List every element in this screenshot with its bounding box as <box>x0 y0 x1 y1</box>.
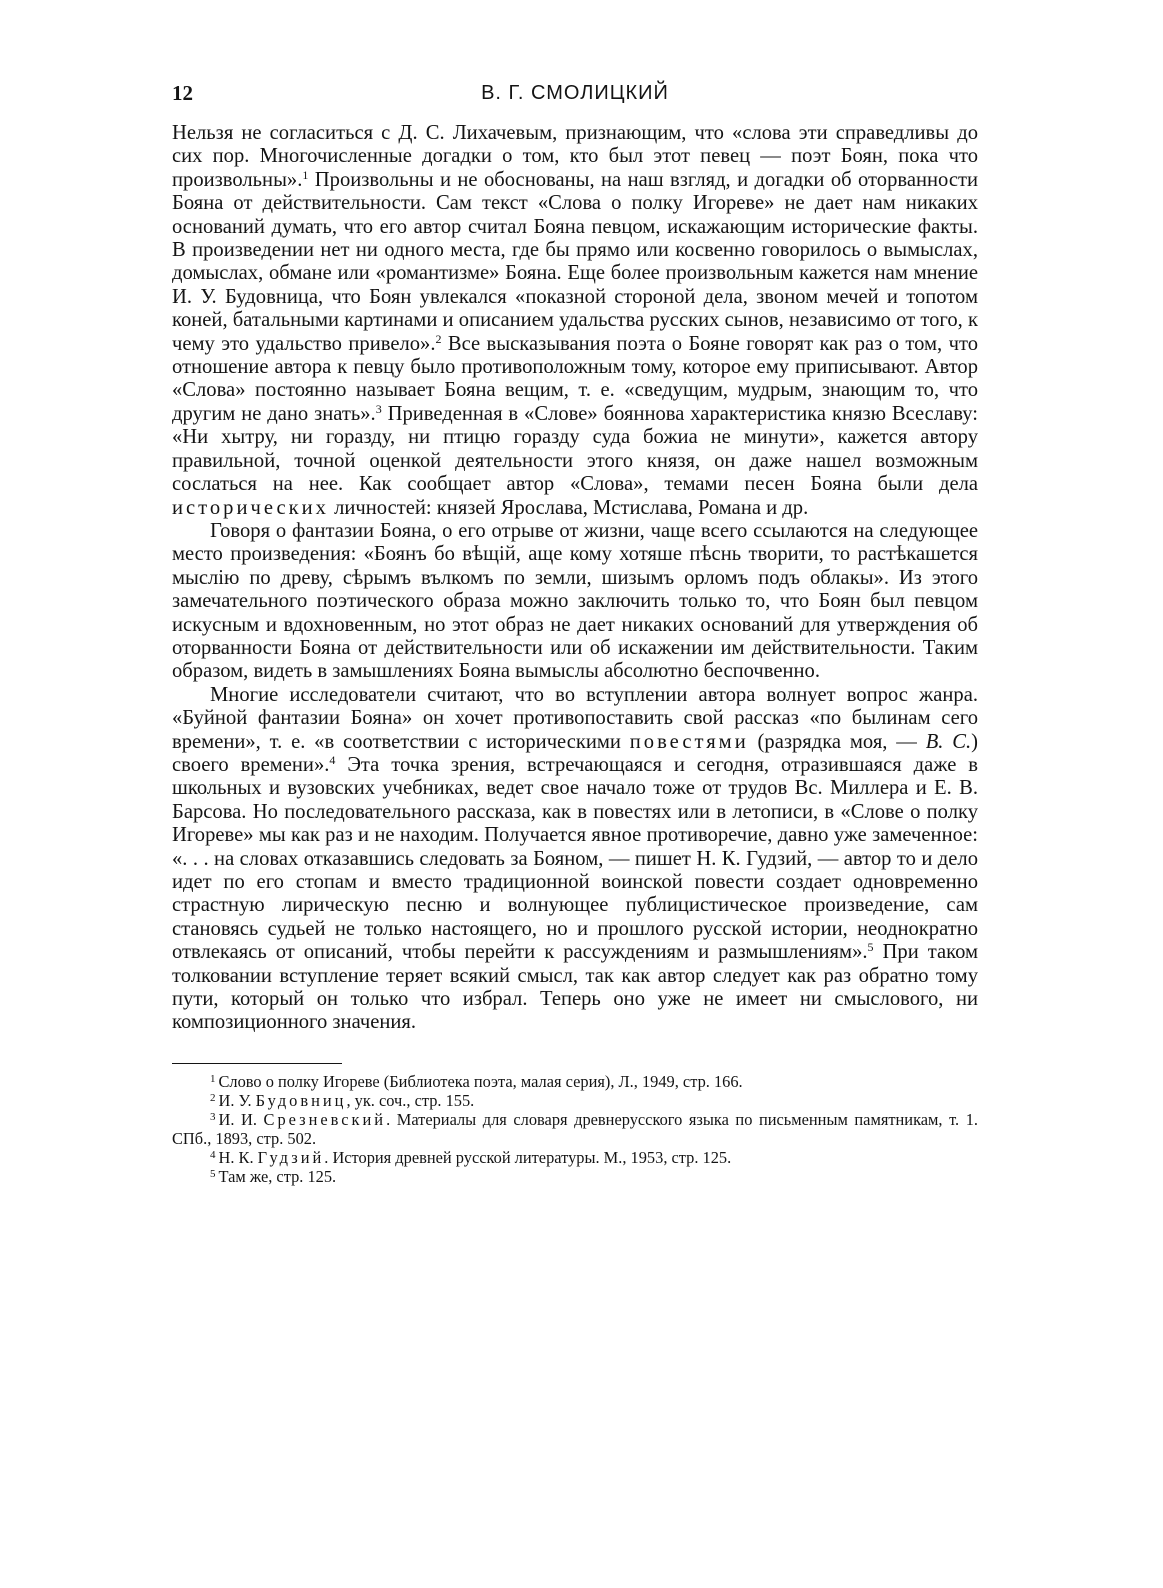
text-run: При таком толковании вступление теряет всякий смысл, так как автор следует как раз обратно тому пути, который он только что избрал. Теперь оно уже не имеет ни смыслового, ни композиционного значения. <box>172 941 978 1034</box>
text-run: . Материалы для словаря древнерусского языка по письменным памятникам, т. 1. СПб., 1893, стр. 502. <box>172 1109 978 1148</box>
text-run: Нельзя не согласиться с Д. С. Лихачевым, признающим, что «слова эти справедливы до сих пор. Многочисленные догадки о том, кто был этот певец — поэт Боян, пока что произвольны». <box>172 122 978 191</box>
footnote-1 <box>172 1072 978 1091</box>
footnote-ref: 5 <box>867 940 874 955</box>
spaced-emphasis: Будовниц <box>255 1090 347 1110</box>
page-header <box>172 78 978 112</box>
text-run: Все высказывания поэта о Бояне говорят как раз о том, что отношение автора к певцу было противоположным тому, которое ему приписывают. Автор «Слова» постоянно называет Бояна вещим, т. е. «сведущим, мудрым, знающим то, что другим не дано знать». <box>172 332 978 425</box>
spaced-emphasis: Гудзий <box>257 1147 325 1167</box>
footnote-number: 1 <box>210 1072 216 1085</box>
footnote-divider <box>172 1063 342 1064</box>
paragraph-1 <box>172 122 978 520</box>
footnote-number: 2 <box>210 1091 216 1104</box>
footnote-ref: 4 <box>329 752 336 767</box>
text-run: Там же, стр. 125. <box>218 1166 337 1186</box>
spaced-emphasis: повестями <box>629 730 749 753</box>
running-head: В. Г. СМОЛИЦКИЙ <box>481 82 669 104</box>
footnote-number: 4 <box>210 1148 216 1161</box>
text-run: И. У. <box>218 1090 256 1110</box>
spaced-emphasis: Срезневский <box>263 1109 387 1129</box>
text-run: Слово о полку Игореве (Библиотека поэта, малая серия), Л., 1949, стр. 166. <box>218 1071 743 1091</box>
footnote-number: 5 <box>210 1167 216 1180</box>
text-run: Эта точка зрения, встречающаяся и сегодня, отразившаяся даже в школьных и вузовских учебниках, ведет свое начало тоже от трудов Вс. Миллера и Е. В. Барсова. Но последовательного рассказа, как в повестях или в летописи, в «Слове о полку Игореве» мы как раз и не находим. Получается явное противоречие, давно уже замеченное: «. . . на словах отказавшись следовать за Бояном, — пишет Н. К. Гудзий, — автор то и дело идет по его стопам и вместо традиционной воинской повести создает одновременно страстную лирическую песню и волнующее публицистическое произведение, сам становясь судьей не только настоящего, но и прошлого русской истории, неоднократно отвлекаясь от описаний, чтобы перейти к рассуждениям и размышлениям». <box>172 753 978 964</box>
footnote-ref: 3 <box>375 401 382 416</box>
text-run: , ук. соч., стр. 155. <box>346 1090 475 1110</box>
text-run: И. И. <box>218 1109 264 1129</box>
text-run: Многие исследователи считают, что во вступлении автора волнует вопрос жанра. «Буйной фантазии Бояна» он хочет противопоставить свой рассказ «по былинам сего времени», т. е. «в соответствии с историческими <box>172 683 978 753</box>
spaced-emphasis: исторических <box>172 496 329 519</box>
italic-text: В. С. <box>925 730 972 753</box>
paragraph-3 <box>172 684 978 1035</box>
footnote-4 <box>172 1148 978 1167</box>
paragraph-2 <box>172 520 978 684</box>
page-number: 12 <box>172 81 193 105</box>
text-run: Произвольны и не обоснованы, на наш взгляд, и догадки об оторванности Бояна от действительности. Сам текст «Слова о полку Игореве» не дает нам никаких оснований думать, что его автор считал Бояна певцом, искажающим исторические факты. В произведении нет ни одного места, где бы прямо или косвенно говорилось о вымыслах, домыслах, обмане или «романтизме» Бояна. Еще более произвольным кажется нам мнение И. У. Будовница, что Боян увлекался «показной стороной дела, звоном мечей и топотом коней, батальными картинами и описанием удальства русских сынов, независимо от того, к чему это удальство привело». <box>172 168 978 355</box>
body-text <box>172 122 978 1035</box>
footnote-ref: 2 <box>435 331 442 346</box>
footnote-2 <box>172 1091 978 1110</box>
footnote-ref: 1 <box>302 167 309 182</box>
text-run: Н. К. <box>218 1147 258 1167</box>
text-run: личностей: князей Ярослава, Мстислава, Романа и др. <box>328 496 809 519</box>
footnote-5 <box>172 1167 978 1186</box>
text-run: ) своего времени». <box>172 730 978 776</box>
text-run: Приведенная в «Слове» бояннова характеристика князю Всеславу: «Ни хытру, ни горазду, ни птицю горазду суда божиа не минути», кажется автору правильной, точной оценкой деятельности этого князя, он даже нашел возможным сослаться на нее. Как сообщает автор «Слова», темами песен Бояна были дела <box>172 402 978 496</box>
footnote-3 <box>172 1110 978 1148</box>
book-page <box>172 78 978 1186</box>
text-run: Говоря о фантазии Бояна, о его отрыве от жизни, чаще всего ссылаются на следующее место произведения: «Боянъ бо вѣщій, аще кому хотяше пѣснь творити, то растѣкашется мыслію по древу, сѣрымъ вълкомъ по земли, шизымъ орломъ подъ облакы». Из этого замечательного поэтического образа можно заключить только то, что Боян был певцом искусным и вдохновенным, но этот образ не дает никаких оснований для утверждения об оторванности Бояна от действительности или об искажении им действительности. Таким образом, видеть в замышлениях Бояна вымыслы абсолютно беспочвенно. <box>172 519 978 683</box>
footnote-number: 3 <box>210 1110 216 1123</box>
text-run: (разрядка моя, — <box>748 730 926 753</box>
footnotes <box>172 1072 978 1186</box>
text-run: . История древней русской литературы. М., 1953, стр. 125. <box>324 1147 732 1167</box>
